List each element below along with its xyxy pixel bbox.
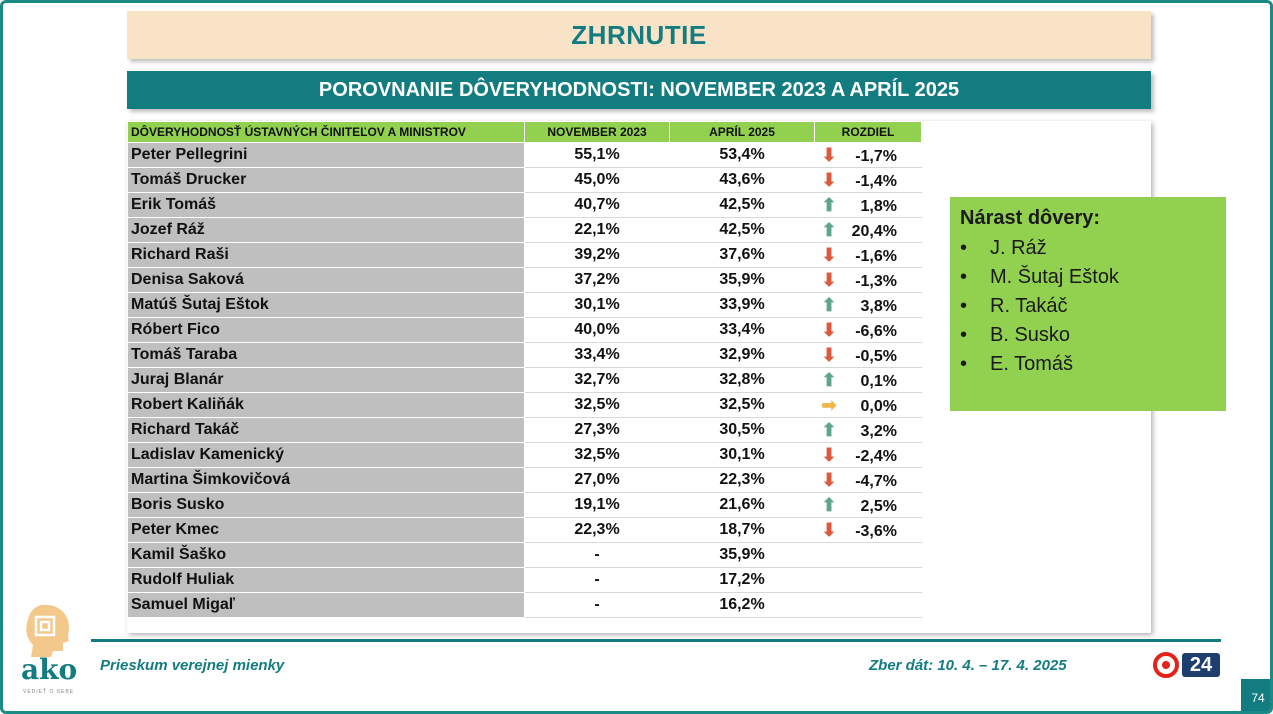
column-header-nov2023: NOVEMBER 2023 [525, 122, 670, 143]
row-nov2023-value: 45,0% [525, 168, 670, 193]
table-row [128, 368, 922, 393]
trust-increase-item-label: R. Takáč [990, 295, 1068, 317]
row-name: Peter Kmec [128, 518, 525, 543]
row-diff-cell [815, 418, 922, 443]
row-nov2023-value: 22,1% [525, 218, 670, 243]
table-row [128, 293, 922, 318]
row-nov2023-value: 22,3% [525, 518, 670, 543]
table-row [128, 143, 922, 168]
row-apr2025-value: 35,9% [670, 543, 815, 568]
row-nov2023-value: 33,4% [525, 343, 670, 368]
tv-channel-number: 24 [1182, 653, 1220, 677]
table-row [128, 418, 922, 443]
row-diff-value: -1,7% [855, 147, 897, 165]
trust-increase-item [960, 234, 1216, 263]
row-apr2025-value: 30,1% [670, 443, 815, 468]
arrow-down-icon: ⬇ [821, 519, 837, 540]
row-nov2023-value: 39,2% [525, 243, 670, 268]
arrow-up-icon: ⬆ [821, 369, 837, 390]
row-diff-cell [815, 568, 922, 593]
page-subtitle: POROVNANIE DÔVERYHODNOSTI: NOVEMBER 2023 A APRÍL 2025 [318, 78, 960, 101]
row-diff-cell [815, 318, 922, 343]
row-diff-value: -0,5% [855, 347, 897, 365]
row-nov2023-value: 27,3% [525, 418, 670, 443]
table-row [128, 468, 922, 493]
row-apr2025-value: 37,6% [670, 243, 815, 268]
row-diff-cell [815, 143, 922, 168]
row-name: Boris Susko [128, 493, 525, 518]
row-name: Erik Tomáš [128, 193, 525, 218]
row-diff-value: 0,0% [860, 397, 897, 415]
row-apr2025-value: 32,9% [670, 343, 815, 368]
row-diff-cell [815, 393, 922, 418]
row-diff-cell [815, 493, 922, 518]
row-diff-value: 3,2% [860, 422, 897, 440]
row-apr2025-value: 32,5% [670, 393, 815, 418]
row-nov2023-value: - [525, 593, 670, 618]
row-name: Tomáš Drucker [128, 168, 525, 193]
row-diff-value: -1,6% [855, 247, 897, 265]
row-nov2023-value: 32,7% [525, 368, 670, 393]
row-diff-cell [815, 343, 922, 368]
table-row [128, 593, 922, 618]
trust-increase-title: Nárast dôvery: [960, 207, 1101, 229]
table-row [128, 493, 922, 518]
column-header-name: DÔVERYHODNOSŤ ÚSTAVNÝCH ČINITEĽOV A MINISTROV [128, 122, 525, 143]
row-diff-cell [815, 543, 922, 568]
row-name: Tomáš Taraba [128, 343, 525, 368]
row-diff-value: -2,4% [855, 447, 897, 465]
row-diff-value: -4,7% [855, 472, 897, 490]
row-apr2025-value: 53,4% [670, 143, 815, 168]
ako-wordmark: ako [21, 653, 78, 686]
row-apr2025-value: 32,8% [670, 368, 815, 393]
row-diff-value: 20,4% [851, 222, 897, 240]
arrow-right-icon: ➡ [821, 394, 837, 415]
trust-increase-item-label: M. Šutaj Eštok [990, 266, 1119, 288]
row-apr2025-value: 42,5% [670, 193, 815, 218]
row-diff-cell [815, 193, 922, 218]
row-diff-cell [815, 218, 922, 243]
arrow-up-icon: ⬆ [821, 194, 837, 215]
arrow-down-icon: ⬇ [821, 269, 837, 290]
arrow-up-icon: ⬆ [821, 494, 837, 515]
tv-channel-logo [1150, 651, 1222, 679]
row-nov2023-value: 37,2% [525, 268, 670, 293]
row-name: Richard Takáč [128, 418, 525, 443]
row-diff-value: -1,4% [855, 172, 897, 190]
row-nov2023-value: 40,0% [525, 318, 670, 343]
row-name: Kamil Šaško [128, 543, 525, 568]
table-header-row [128, 122, 922, 143]
trust-increase-item [960, 263, 1216, 292]
table-row [128, 543, 922, 568]
arrow-down-icon: ⬇ [821, 144, 837, 165]
head-profile-icon [23, 603, 73, 659]
row-nov2023-value: - [525, 543, 670, 568]
subtitle-banner [127, 71, 1151, 109]
row-nov2023-value: 19,1% [525, 493, 670, 518]
bullet-icon: • [960, 295, 968, 317]
row-apr2025-value: 35,9% [670, 268, 815, 293]
bullet-icon: • [960, 324, 968, 346]
row-name: Jozef Ráž [128, 218, 525, 243]
trust-increase-item [960, 292, 1216, 321]
title-banner [127, 11, 1151, 59]
row-diff-cell [815, 443, 922, 468]
bullet-icon: • [960, 237, 968, 259]
page-number: 74 [1241, 679, 1273, 714]
row-name: Ladislav Kamenický [128, 443, 525, 468]
table-row [128, 343, 922, 368]
row-name: Richard Raši [128, 243, 525, 268]
row-diff-value: 0,1% [860, 372, 897, 390]
trust-increase-item-label: E. Tomáš [990, 353, 1073, 375]
trust-increase-item [960, 350, 1216, 379]
row-name: Samuel Migaľ [128, 593, 525, 618]
table-row [128, 193, 922, 218]
bullet-icon: • [960, 353, 968, 375]
row-nov2023-value: - [525, 568, 670, 593]
row-diff-value: -3,6% [855, 522, 897, 540]
row-apr2025-value: 18,7% [670, 518, 815, 543]
arrow-down-icon: ⬇ [821, 444, 837, 465]
table-row [128, 268, 922, 293]
row-name: Matúš Šutaj Eštok [128, 293, 525, 318]
arrow-up-icon: ⬆ [821, 419, 837, 440]
table-row [128, 243, 922, 268]
table-row [128, 568, 922, 593]
table-body [128, 143, 922, 618]
row-nov2023-value: 32,5% [525, 443, 670, 468]
column-header-apr2025: APRÍL 2025 [670, 122, 815, 143]
row-apr2025-value: 22,3% [670, 468, 815, 493]
row-name: Rudolf Huliak [128, 568, 525, 593]
ako-logo [17, 603, 89, 699]
row-diff-value: -6,6% [855, 322, 897, 340]
arrow-up-icon: ⬆ [821, 294, 837, 315]
row-diff-cell [815, 518, 922, 543]
table-row [128, 518, 922, 543]
arrow-down-icon: ⬇ [821, 169, 837, 190]
row-diff-cell [815, 468, 922, 493]
trust-increase-item-label: B. Susko [990, 324, 1071, 346]
row-diff-cell [815, 268, 922, 293]
arrow-down-icon: ⬇ [821, 319, 837, 340]
footer-divider [91, 639, 1221, 642]
ako-tagline: VEDIEŤ O SEBE [23, 689, 75, 695]
arrow-down-icon: ⬇ [821, 344, 837, 365]
row-apr2025-value: 33,4% [670, 318, 815, 343]
row-diff-value: 3,8% [860, 297, 897, 315]
arrow-down-icon: ⬇ [821, 469, 837, 490]
bullet-icon: • [960, 266, 968, 288]
row-nov2023-value: 55,1% [525, 143, 670, 168]
row-apr2025-value: 30,5% [670, 418, 815, 443]
trust-increase-list [960, 234, 1216, 379]
row-nov2023-value: 40,7% [525, 193, 670, 218]
row-apr2025-value: 33,9% [670, 293, 815, 318]
row-diff-cell [815, 243, 922, 268]
row-diff-cell [815, 293, 922, 318]
row-name: Denisa Saková [128, 268, 525, 293]
arrow-down-icon: ⬇ [821, 244, 837, 265]
swirl-logo-icon [1150, 651, 1182, 679]
row-diff-value: 2,5% [860, 497, 897, 515]
page-title: ZHRNUTIE [571, 19, 707, 50]
row-nov2023-value: 30,1% [525, 293, 670, 318]
row-apr2025-value: 42,5% [670, 218, 815, 243]
table-row [128, 168, 922, 193]
row-name: Juraj Blanár [128, 368, 525, 393]
trust-increase-item-label: J. Ráž [990, 237, 1047, 259]
trust-increase-item [960, 321, 1216, 350]
row-apr2025-value: 16,2% [670, 593, 815, 618]
row-diff-value: 1,8% [860, 197, 897, 215]
row-diff-cell [815, 593, 922, 618]
row-name: Robert Kaliňák [128, 393, 525, 418]
table-row [128, 318, 922, 343]
row-diff-cell [815, 168, 922, 193]
trust-table [127, 121, 922, 618]
trust-increase-box [950, 197, 1226, 411]
footer-survey-label: Prieskum verejnej mienky [100, 657, 285, 674]
table-row [128, 393, 922, 418]
row-nov2023-value: 27,0% [525, 468, 670, 493]
row-apr2025-value: 21,6% [670, 493, 815, 518]
row-diff-value: -1,3% [855, 272, 897, 290]
column-header-diff: ROZDIEL [815, 122, 922, 143]
footer-collection-dates: Zber dát: 10. 4. – 17. 4. 2025 [869, 657, 1067, 674]
row-diff-cell [815, 368, 922, 393]
row-nov2023-value: 32,5% [525, 393, 670, 418]
row-apr2025-value: 17,2% [670, 568, 815, 593]
arrow-up-icon: ⬆ [821, 219, 837, 240]
table-row [128, 443, 922, 468]
table-row [128, 218, 922, 243]
row-name: Peter Pellegrini [128, 143, 525, 168]
row-name: Martina Šimkovičová [128, 468, 525, 493]
row-apr2025-value: 43,6% [670, 168, 815, 193]
row-name: Róbert Fico [128, 318, 525, 343]
